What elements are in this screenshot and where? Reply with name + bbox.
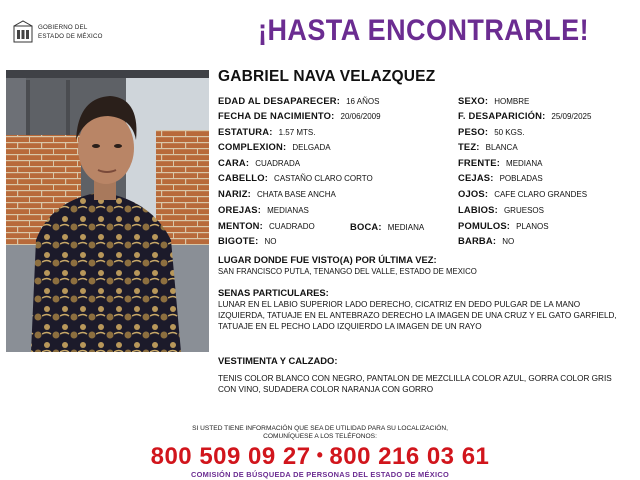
senas-label: SENAS PARTICULARES:: [218, 287, 329, 298]
phone-separator: •: [316, 445, 324, 465]
field-value: MEDIANA: [387, 223, 425, 232]
field-fecha-nacimiento: [218, 111, 381, 122]
field-label: OREJAS:: [218, 204, 262, 215]
field-bigote: [218, 236, 276, 247]
logo-line-2: ESTADO DE MÉXICO: [38, 33, 103, 40]
field-label: CABELLO:: [218, 172, 269, 183]
contact-note: [0, 425, 640, 441]
field-frente: [458, 158, 542, 169]
field-pomulos: [458, 221, 549, 232]
field-value: PLANOS: [516, 222, 549, 231]
field-label: POMULOS:: [458, 220, 511, 231]
field-label: CEJAS:: [458, 172, 494, 183]
person-name: GABRIEL NAVA VELAZQUEZ: [218, 68, 436, 85]
field-ojos: [458, 189, 587, 200]
last-seen-label: LUGAR DONDE FUE VISTO(A) POR ÚLTIMA VEZ:: [218, 254, 437, 265]
field-barba: [458, 236, 514, 247]
field-value: 1.57 MTS.: [278, 128, 316, 137]
field-label: TEZ:: [458, 141, 480, 152]
field-value: MEDIANAS: [267, 206, 309, 215]
field-value: MEDIANA: [506, 159, 543, 168]
last-seen-value: SAN FRANCISCO PUTLA, TENANGO DEL VALLE, ESTADO DE MEXICO: [218, 267, 477, 276]
field-label: BIGOTE:: [218, 235, 259, 246]
field-value: CUADRADA: [255, 159, 301, 168]
field-label: NARIZ:: [218, 188, 251, 199]
contact-note-line-2: COMUNÍQUESE A LOS TELÉFONOS:: [263, 433, 377, 440]
field-fecha-desaparicion: [458, 111, 591, 122]
logo-line-1: GOBIERNO DEL: [38, 24, 88, 31]
field-value: 20/06/2009: [340, 112, 381, 121]
field-label: COMPLEXION:: [218, 141, 287, 152]
field-label: ESTATURA:: [218, 126, 273, 137]
field-label: EDAD AL DESAPARECER:: [218, 95, 341, 106]
field-value: NO: [502, 237, 515, 246]
field-value: CASTAÑO CLARO CORTO: [274, 174, 373, 183]
field-value: 16 AÑOS: [346, 97, 380, 106]
state-seal-icon: [12, 20, 34, 44]
field-orejas: [218, 205, 309, 216]
field-edad: [218, 96, 379, 107]
field-tez: [458, 142, 518, 153]
field-label: FRENTE:: [458, 157, 501, 168]
missing-person-photo: [6, 70, 209, 352]
field-value: GRUESOS: [503, 206, 544, 215]
phone-number-2[interactable]: 800 216 03 61: [329, 443, 490, 470]
phone-numbers: [0, 443, 640, 471]
field-value: HOMBRE: [494, 97, 530, 106]
field-value: CUADRADO: [268, 222, 315, 231]
field-value: CHATA BASE ANCHA: [256, 190, 336, 199]
contact-note-line-1: SI USTED TIENE INFORMACIÓN QUE SEA DE UTILIDAD PARA SU LOCALIZACIÓN,: [192, 425, 448, 432]
field-cabello: [218, 173, 373, 184]
field-value: DELGADA: [292, 143, 331, 152]
field-nariz: [218, 189, 336, 200]
field-value: BLANCA: [485, 143, 518, 152]
field-label: BOCA:: [350, 221, 382, 232]
field-value: CAFE CLARO GRANDES: [494, 190, 588, 199]
senas-value: LUNAR EN EL LABIO SUPERIOR LADO DERECHO, CICATRIZ EN DEDO PULGAR DE LA MANO IZQUIERDA, TATUAJE EN EL ANTEBRAZO DERECHO LA IMAGEN DE UNA CRUZ Y EL GATO GARFIELD, TATUAJE EN EL PECHO LADO IZQUIERDO LA IMAGEN DE UN RAYO: [218, 300, 617, 331]
field-cejas: [458, 173, 543, 184]
field-label: OJOS:: [458, 188, 489, 199]
field-label: MENTON:: [218, 220, 263, 231]
field-label: PESO:: [458, 126, 489, 137]
field-peso: [458, 127, 524, 138]
field-estatura: [218, 127, 315, 138]
field-sexo: [458, 96, 529, 107]
field-cara: [218, 158, 300, 169]
field-label: F. DESAPARICIÓN:: [458, 110, 546, 121]
field-value: POBLADAS: [499, 174, 543, 183]
phone-number-1[interactable]: 800 509 09 27: [150, 443, 311, 470]
field-boca: [350, 222, 424, 233]
vestimenta-value: TENIS COLOR BLANCO CON NEGRO, PANTALON DE MEZCLILLA COLOR AZUL, GORRA COLOR GRIS CON VINO, SUDADERA COLOR NARANJA CON GORRO: [218, 374, 612, 394]
vestimenta-label: VESTIMENTA Y CALZADO:: [218, 355, 338, 366]
field-value: 25/09/2025: [551, 112, 592, 121]
field-menton: [218, 221, 315, 232]
field-label: LABIOS:: [458, 204, 498, 215]
field-value: 50 KGS.: [494, 128, 525, 137]
footer-agency: COMISIÓN DE BÚSQUEDA DE PERSONAS DEL ESTADO DE MÉXICO: [190, 470, 450, 479]
field-value: NO: [264, 237, 277, 246]
headline: ¡HASTA ENCONTRARLE!: [258, 14, 590, 47]
field-label: SEXO:: [458, 95, 489, 106]
field-label: CARA:: [218, 157, 250, 168]
field-label: BARBA:: [458, 235, 497, 246]
government-logo: [12, 20, 122, 46]
field-label: FECHA DE NACIMIENTO:: [218, 110, 335, 121]
field-complexion: [218, 142, 331, 153]
field-labios: [458, 205, 544, 216]
